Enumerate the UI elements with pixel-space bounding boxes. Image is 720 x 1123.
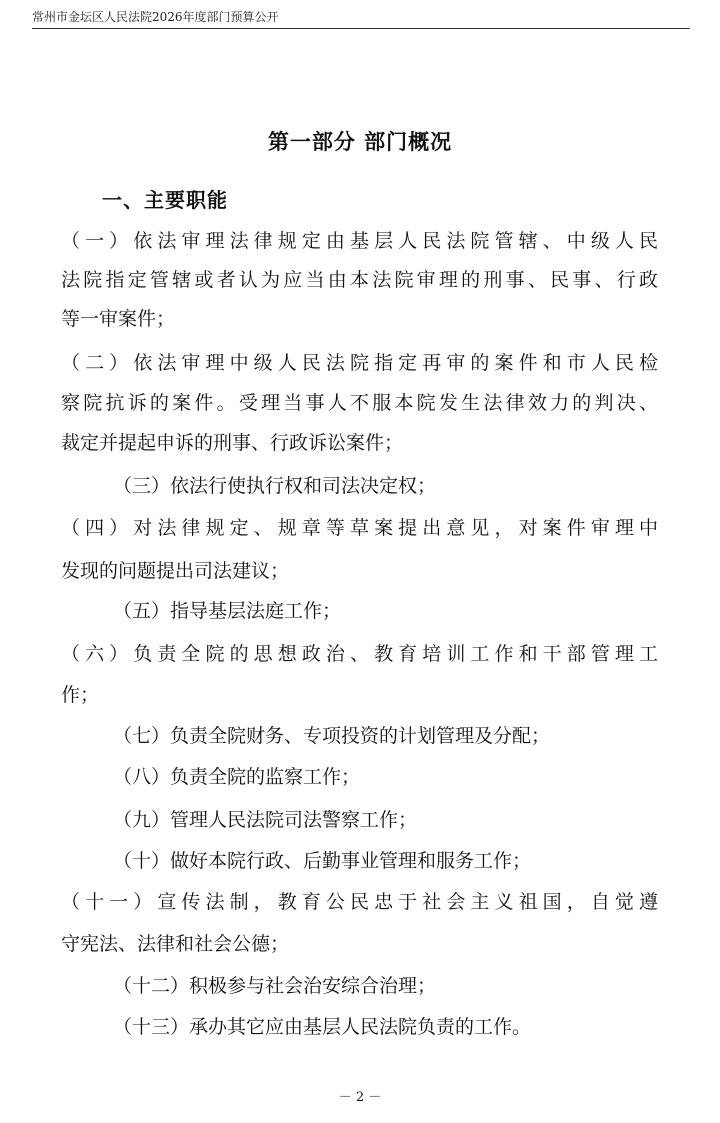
header-title: 常州市金坛区人民法院2026年度部门预算公开 xyxy=(32,10,279,24)
body-line: （十二）积极参与社会治安综合治理； xyxy=(113,975,437,997)
body-line: （九）管理人民法院司法警察工作； xyxy=(113,809,418,831)
body-line: （十）做好本院行政、后勤事业管理和服务工作； xyxy=(113,850,532,872)
body-line: （二）依法审理中级人民法院指定再审的案件和市人民检 xyxy=(61,352,658,374)
body-line: 守宪法、法律和社会公德； xyxy=(61,933,290,955)
body-line: 等一审案件； xyxy=(61,308,176,330)
body-line: （六）负责全院的思想政治、教育培训工作和干部管理工 xyxy=(61,643,658,665)
body-line: （十一）宣传法制，教育公民忠于社会主义祖国，自觉遵 xyxy=(61,891,658,913)
body-line: 作； xyxy=(61,684,100,706)
body-line: 裁定并提起申诉的刑事、行政诉讼案件； xyxy=(61,432,404,454)
body-line: （三）依法行使执行权和司法决定权； xyxy=(113,475,437,497)
page-header xyxy=(32,6,690,29)
section-heading: 一、主要职能 xyxy=(102,188,228,212)
body-line: （一）依法审理法律规定由基层人民法院管辖、中级人民 xyxy=(61,230,658,252)
body-line: 察院抗诉的案件。受理当事人不服本院发生法律效力的判决、 xyxy=(61,392,658,414)
body-line: （八）负责全院的监察工作； xyxy=(113,766,361,788)
part-title: 第一部分 部门概况 xyxy=(267,130,453,154)
body-line: （七）负责全院财务、专项投资的计划管理及分配； xyxy=(113,725,551,747)
body-line: 发现的问题提出司法建议； xyxy=(61,560,290,582)
body-line: （十三）承办其它应由基层人民法院负责的工作。 xyxy=(113,1016,532,1038)
body-line: （五）指导基层法庭工作； xyxy=(113,600,342,622)
body-line: 法院指定管辖或者认为应当由本法院审理的刑事、民事、行政 xyxy=(61,269,658,291)
page-number: － 2 － xyxy=(338,1090,382,1105)
body-line: （四）对法律规定、规章等草案提出意见，对案件审理中 xyxy=(61,517,658,539)
